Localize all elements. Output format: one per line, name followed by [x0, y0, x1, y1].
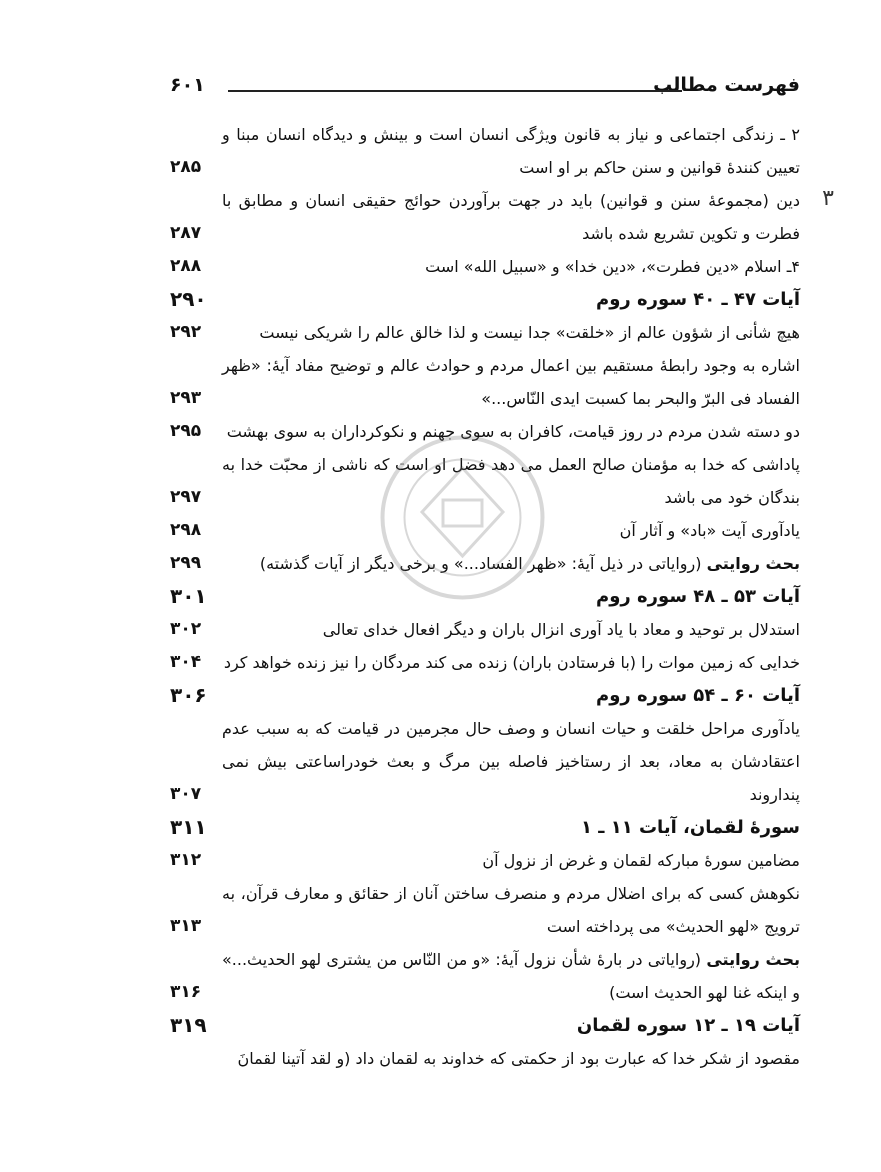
toc-section-heading	[170, 283, 800, 316]
toc-entry-page-number: ۲۹۷	[170, 487, 202, 507]
toc-entry-page-number: ۳۱۹	[170, 1013, 207, 1037]
toc-entry-body: ۲ ـ زندگی اجتماعی و نیاز به قانون ویژگی انسان است و بینش و دیدگاه انسان مبنا و تعیین کنندهٔ قوانین و سنن حاکم بر او است	[222, 125, 800, 177]
toc-entry	[170, 184, 834, 250]
toc-entry-text	[222, 316, 800, 349]
toc-entry-text	[222, 943, 800, 1009]
toc-entry	[170, 1042, 800, 1075]
toc-entry-text	[222, 118, 800, 184]
toc-entry	[170, 844, 800, 877]
toc-section-heading	[170, 679, 800, 712]
toc-entry-body: آیات ۱۹ ـ ۱۲ سوره لقمان	[576, 1015, 800, 1036]
toc-entry	[170, 943, 800, 1009]
page-header	[170, 72, 800, 106]
toc-entry-page-number: ۳۰۱	[170, 584, 207, 608]
toc-entry-text	[222, 250, 800, 283]
toc-entry-lead: بحث روایتی	[706, 950, 800, 969]
toc-entry-body: اشاره به وجود رابطهٔ مستقیم بین اعمال مردم و حوادث عالم و توضیح مفاد آیهٔ: «ظهر الفساد فی البرّ والبحر بما کسبت ایدی النّاس...»	[222, 356, 800, 408]
toc-entry-body: (روایاتی در بارهٔ شأن نزول آیهٔ: «و من النّاس من یشتری لهو الحدیث...» و اینکه غنا لهو الحدیث است)	[222, 950, 800, 1002]
toc-entry-body: آیات ۴۷ ـ ۴۰ سوره روم	[596, 289, 800, 310]
toc-entry-lead: بحث روایتی	[706, 554, 800, 573]
toc-entry-text	[222, 1009, 800, 1042]
toc-entry	[170, 250, 800, 283]
toc-entry-text	[222, 679, 800, 712]
toc-entry-body: پاداشی که خدا به مؤمنان صالح العمل می دهد فضل او است که ناشی از محبّت خدا به بندگان خود می باشد	[222, 455, 800, 507]
toc-section-heading	[170, 1009, 800, 1042]
toc-entry-body: نکوهش کسی که برای اضلال مردم و منصرف ساختن آنان از حقائق و معارف قرآن، به ترویج «لهو الحدیث» می پرداخته است	[222, 884, 800, 936]
toc-entry-page-number: ۳۱۲	[170, 850, 202, 870]
toc-entry-text	[222, 712, 800, 811]
toc-entry-text	[222, 283, 800, 316]
toc-entry-body: یادآوری آیت «باد» و آثار آن	[619, 521, 800, 540]
toc-entry-text	[222, 1042, 800, 1075]
toc-entry-page-number: ۲۹۹	[170, 553, 202, 573]
toc-entry-page-number: ۲۹۲	[170, 322, 202, 342]
toc-entry-page-number: ۲۹۳	[170, 388, 202, 408]
toc-entry-page-number: ۳۰۶	[170, 683, 207, 707]
toc-entry-body: (روایاتی در ذیل آیهٔ: «ظهر الفساد...» و برخی دیگر از آیات گذشته)	[259, 554, 707, 573]
toc-entry-page-number: ۲۸۷	[170, 223, 202, 243]
toc-entry-text	[222, 613, 800, 646]
toc-section-heading	[170, 811, 800, 844]
handwritten-margin-mark: ۳	[822, 186, 834, 211]
toc-entry-page-number: ۳۱۶	[170, 982, 202, 1002]
toc-entry-text	[222, 877, 800, 943]
toc-entry-body: خدایی که زمین موات را (با فرستادن باران) زنده می کند مردگان را نیز زنده خواهد کرد	[223, 653, 800, 672]
toc-entry	[170, 613, 800, 646]
toc-entry	[170, 349, 800, 415]
toc-entry-body: مقصود از شکر خدا که عبارت بود از حکمتی که خداوند به لقمان داد (و لقد آتینا لقمانَ	[237, 1049, 800, 1068]
toc-entry	[170, 712, 800, 811]
toc-entry	[170, 646, 800, 679]
toc-entry-page-number: ۲۸۸	[170, 256, 202, 276]
toc-entry-body: دو دسته شدن مردم در روز قیامت، کافران به سوی جهنم و نکوکرداران به سوی بهشت	[226, 422, 800, 441]
toc-entry-text	[222, 349, 800, 415]
toc-entry-body: یادآوری مراحل خلقت و حیات انسان و وصف حال مجرمین در قیامت که به سبب عدم اعتقادشان به معاد، بعد از رستاخیز فاصله بین مرگ و بعث خودراساعتی بیش نمی پنداروند	[222, 719, 800, 804]
toc-entry-page-number: ۲۹۵	[170, 421, 202, 441]
header-title: فهرست مطالب	[653, 74, 800, 96]
toc-entry-page-number: ۳۱۱	[170, 815, 207, 839]
toc-entry	[170, 118, 800, 184]
toc-entry-body: آیات ۵۳ ـ ۴۸ سوره روم	[596, 586, 800, 607]
toc-entry-text	[222, 184, 800, 250]
toc-entry-page-number: ۳۰۴	[170, 652, 202, 672]
toc-entry	[170, 877, 800, 943]
toc-entry-body: مضامین سورهٔ مبارکه لقمان و غرض از نزول آن	[482, 851, 800, 870]
toc-entry-text	[222, 811, 800, 844]
toc-entry	[170, 316, 800, 349]
header-rule	[228, 90, 682, 92]
toc-entry-text	[222, 646, 800, 679]
toc-entry-page-number: ۲۹۰	[170, 287, 207, 311]
toc-entry-page-number: ۳۰۲	[170, 619, 202, 639]
toc-entry-body: استدلال بر توحید و معاد با یاد آوری انزال باران و دیگر افعال خدای تعالی	[322, 620, 800, 639]
toc-entry-text	[222, 844, 800, 877]
toc-entry-page-number: ۳۰۷	[170, 784, 202, 804]
toc-entry-body: ۴ـ اسلام «دین فطرت»، «دین خدا» و «سبیل الله» است	[425, 257, 800, 276]
toc-entry-body: آیات ۶۰ ـ ۵۴ سوره روم	[596, 685, 800, 706]
toc-entry-body: دین (مجموعهٔ سنن و قوانین) باید در جهت برآوردن حوائج حقیقی انسان و مطابق با فطرت و تکوین تشریع شده باشد	[222, 191, 800, 243]
toc-entry-page-number: ۳۱۳	[170, 916, 202, 936]
library-seal-watermark	[375, 430, 550, 605]
toc-entry-page-number: ۲۹۸	[170, 520, 202, 540]
toc-entry-body: سورهٔ لقمان، آیات ۱۱ ـ ۱	[581, 817, 800, 838]
header-page-number: ۶۰۱	[170, 74, 205, 96]
toc-entry-page-number: ۲۸۵	[170, 157, 202, 177]
toc-entry-body: هیچ شأنی از شؤون عالم از «خلقت» جدا نیست و لذا خالق عالم را شریکی نیست	[259, 323, 800, 342]
